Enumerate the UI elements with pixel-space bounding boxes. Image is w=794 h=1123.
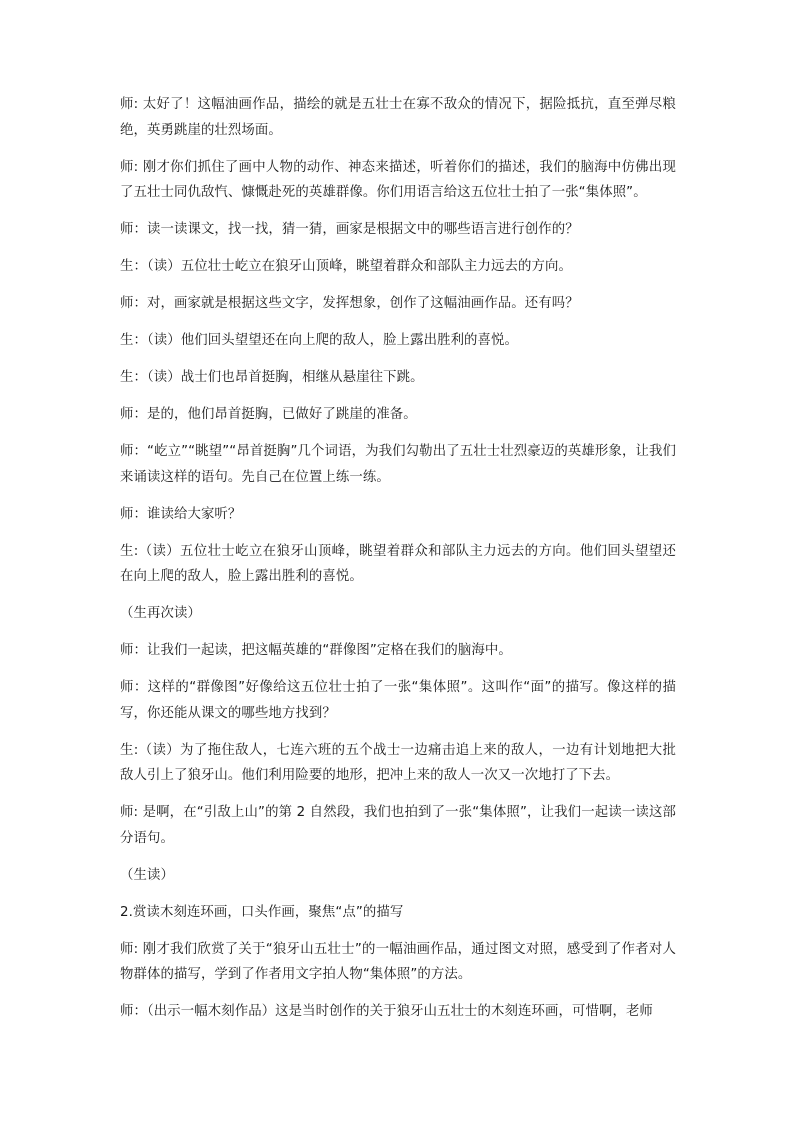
paragraph: （生再次读） [120, 606, 201, 621]
paragraph: 师: 太好了！这幅油画作品，描绘的就是五壮士在寡不敌众的情况下，据险抵抗，直至弹尽粮绝，英勇跳崖的壮烈场面。 [120, 97, 676, 138]
paragraph: （生读） [120, 867, 174, 883]
paragraph: 师: 刚才我们欣赏了关于“狼牙山五壮士”的一幅油画作品，通过图文对照，感受到了作者对人物群体的描写，学到了作者用文字拍人物“集体照”的方法。 [120, 941, 676, 982]
paragraph: 师：（出示一幅木刻作品）这是当时创作的关于狼牙山五壮士的木刻连环画，可惜啊，老师 [120, 1004, 653, 1019]
paragraph: 师：对，画家就是根据这些文字，发挥想象，创作了这幅油画作品。还有吗？ [120, 296, 579, 311]
section-heading: 2.赏读木刻连环画，口头作画，聚焦“点”的描写 [120, 904, 404, 920]
paragraph: 师：“屹立”“眺望”“昂首挺胸”几个词语，为我们勾勒出了五壮士壮烈豪迈的英雄形象，让我们来诵读这样的语句。先自己在位置上练一练。 [120, 444, 676, 485]
paragraph: 师: 是啊，在“引敌上山”的第 2 自然段，我们也拍到了一张“集体照”，让我们一起读一读这部分语句。 [120, 805, 676, 846]
paragraph: 生：（读）五位壮士屹立在狼牙山顶峰，眺望着群众和部队主力远去的方向。 [120, 259, 572, 274]
paragraph: 师：让我们一起读，把这幅英雄的“群像图”定格在我们的脑海中。 [120, 643, 512, 658]
paragraph: 师：这样的“群像图”好像给这五位壮士拍了一张“集体照”。这叫作“面”的描写。像这样的描写，你还能从课文的哪些地方找到？ [120, 680, 676, 721]
paragraph: 生:（读）五位壮士屹立在狼牙山顶峰，眺望着群众和部队主力远去的方向。他们回头望望还在向上爬的敌人，脸上露出胜利的喜悦。 [120, 543, 676, 584]
paragraph: 师：是的，他们昂首挺胸，已做好了跳崖的准备。 [120, 407, 417, 422]
paragraph: 生：（读）战士们也昂首挺胸，相继从悬崖往下跳。 [120, 370, 424, 385]
paragraph: 生:（读）为了拖住敌人，七连六班的五个战士一边痛击追上来的敌人，一边有计划地把大批敌人引上了狼牙山。他们利用险要的地形，把冲上来的敌人一次又一次地打了下去。 [120, 742, 676, 783]
paragraph: 师：读一读课文，找一找，猜一猜，画家是根据文中的哪些语言进行创作的？ [120, 222, 579, 237]
paragraph: 生：（读）他们回头望望还在向上爬的敌人，脸上露出胜利的喜悦。 [120, 333, 519, 348]
paragraph: 师：谁读给大家听？ [120, 506, 242, 522]
document-page [120, 92, 676, 1036]
paragraph: 师: 刚才你们抓住了画中人物的动作、神态来描述，听着你们的描述，我们的脑海中仿佛出现了五壮士同仇敌忾、慷慨赴死的英雄群像。你们用语言给这五位壮士拍了一张“集体照”。 [120, 159, 676, 200]
